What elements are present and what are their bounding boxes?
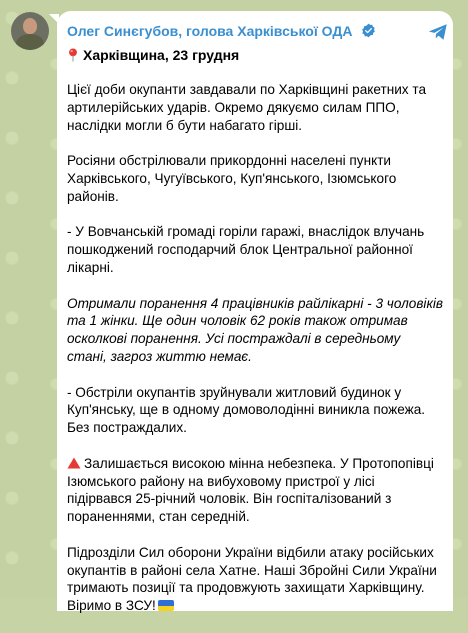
- post-location-date: [67, 47, 443, 63]
- channel-name[interactable]: Олег Синєгубов, голова Харківської ОДА: [67, 22, 353, 39]
- message-text: [67, 81, 443, 633]
- warning-text: Залишається високою мінна небезпека. У Протопопівці Ізюмського району на вибуховому пристрої у лісі підірвався 25-річний чоловік. Він госпіталізований з пораненнями, стан середній.: [67, 455, 434, 525]
- paragraph: - Обстріли окупантів зруйнували житловий будинок у Куп'янську, ще в одному домоволодінні виникла пожежа. Без постраждалих.: [67, 384, 426, 436]
- telegram-share-icon[interactable]: [427, 21, 449, 43]
- paragraph: Цієї доби окупанти завдавали по Харківщині ракетних та артилерійських ударів. Окремо дякуємо силам ППО, наслідки могли б бути набагато гірші.: [67, 82, 426, 133]
- paragraph-final: [67, 544, 443, 615]
- channel-avatar[interactable]: [11, 12, 49, 50]
- paragraph-warning: [67, 455, 443, 526]
- location-date-text: Харківщина, 23 грудня: [83, 47, 240, 63]
- paragraph: - У Вовчанській громаді горіли гаражі, внаслідок влучань пошкоджений господарчий блок Центральної районної лікарні.: [67, 224, 425, 275]
- red-triangle-icon: [67, 457, 81, 469]
- message-header: [67, 22, 443, 42]
- round-pushpin-icon: [67, 48, 79, 62]
- avatar-head: [23, 18, 37, 34]
- avatar-body: [16, 34, 44, 50]
- final-text: Підрозділи Сил оборони України відбили атаку російських окупантів в районі села Хатне. Наші Збройні Сили України тримають позиції та продовжують захищати Харківщину. Віримо в ЗСУ!: [67, 544, 437, 614]
- ukraine-flag-icon: [158, 600, 174, 611]
- message-bubble: [57, 11, 453, 614]
- verified-badge-icon: [361, 23, 376, 38]
- paragraph-italic: Отримали поранення 4 працівників райлікарні - 3 чоловіків та 1 жінки. Ще один чоловік 62 років також отримав осколкові поранення. Усі постраждалі в середньому стані, загроз життю немає.: [67, 295, 443, 364]
- paragraph: Росіяни обстрілювали прикордонні населені пункти Харківського, Чугуївського, Куп'янського, Ізюмського районів.: [67, 153, 397, 204]
